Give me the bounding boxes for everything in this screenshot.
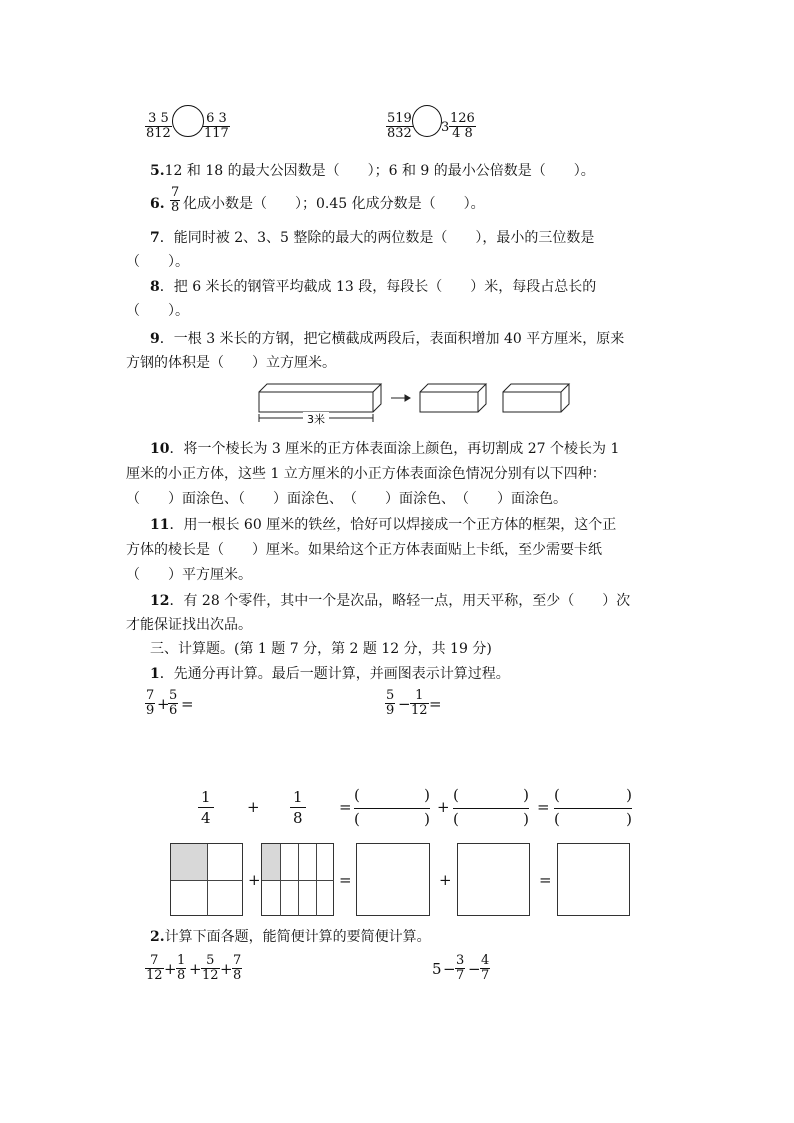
c1-e1-equals: = <box>181 695 194 713</box>
c2-e1-frac2: $\frac{1}{8}$ <box>177 953 186 983</box>
compare-frac-b: $\frac{6 3}{117}$ <box>204 111 229 141</box>
compare-circle-left[interactable] <box>172 105 204 137</box>
q10-line2: 厘米的小正方体，这些 1 立方厘米的小正方体表面涂色情况分别有以下四种： <box>126 466 606 482</box>
arrow-head <box>405 395 410 401</box>
question-11: 11．用一根长 60 厘米的铁丝，恰好可以焊接成一个正方体的框架，这个正 <box>150 517 617 533</box>
q12-line2: 才能保证找出次品。 <box>126 617 252 633</box>
c1-e2-equals: = <box>429 695 442 713</box>
steel-bar-figure <box>255 378 575 430</box>
blank-square-1[interactable] <box>356 843 430 916</box>
question-7: 7．能同时被 2、3、5 整除的最大的两位数是（ ），最小的三位数是 <box>150 230 595 246</box>
mixed-whole: 3 <box>441 120 450 135</box>
blank-square-2[interactable] <box>457 843 530 916</box>
q11-line3: （ ）平方厘米。 <box>126 567 252 583</box>
question-5: 5.12 和 18 的最大公因数是（ ）；6 和 9 的最小公倍数是（ ）。 <box>150 163 595 179</box>
compare-frac-d: $\frac{126}{4 8}$ <box>450 111 475 141</box>
q7-line2: （ ）。 <box>126 254 189 270</box>
section-3-title: 三、计算题。(第 1 题 7 分，第 2 题 12 分，共 19 分) <box>150 641 492 657</box>
diagram-equals-top-1: = <box>339 798 352 816</box>
short-bar-2-front <box>503 392 561 412</box>
c1-e1-plus: + <box>157 695 170 713</box>
c1-e1-frac1: $\frac{7}{9}$ <box>146 688 155 718</box>
calc-1-instruction: 1．先通分再计算。最后一题计算，并画图表示计算过程。 <box>150 666 510 682</box>
c2-e1-frac3: $\frac{5}{12}$ <box>202 953 219 983</box>
eighth-square <box>261 843 334 916</box>
short-bar-1-front <box>420 392 478 412</box>
c1-e2-frac1: $\frac{5}{9}$ <box>386 688 395 718</box>
blank-fraction-1[interactable]: ( ) ( ) <box>354 786 430 828</box>
blank-fraction-3[interactable]: ( ) ( ) <box>554 786 632 828</box>
question-9: 9．一根 3 米长的方钢，把它横截成两段后，表面积增加 40 平方厘米，原来 <box>150 331 625 347</box>
blank-square-3[interactable] <box>557 843 630 916</box>
q9-line2: 方钢的体积是（ ）立方厘米。 <box>126 355 336 371</box>
c2-e2-minus-1: − <box>443 960 456 978</box>
c2-e1-frac4: $\frac{7}{8}$ <box>233 953 242 983</box>
diagram-frac-1-4: $\frac{1}{4}$ <box>198 787 214 828</box>
diagram-plus-box-1: + <box>248 871 261 889</box>
quarter-shade <box>171 844 207 880</box>
diagram-plus-top: + <box>247 798 260 816</box>
diagram-plus-box-2: + <box>439 871 452 889</box>
c2-e1-plus-2: + <box>189 960 202 978</box>
diagram-plus-top-2: + <box>437 798 450 816</box>
diagram-equals-box-1: = <box>339 871 352 889</box>
c1-e2-minus: − <box>398 695 411 713</box>
compare-frac-a: $\frac{3 5}{812}$ <box>146 111 171 141</box>
c2-e2-frac1: $\frac{3}{7}$ <box>456 953 465 983</box>
c2-e2-whole: 5 <box>432 960 442 978</box>
q10-line3: （ ）面涂色、（ ）面涂色、 （ ）面涂色、 （ ）面涂色。 <box>126 491 567 507</box>
question-6: 6. <box>150 196 165 212</box>
question-10: 10．将一个棱长为 3 厘米的正方体表面涂上颜色，再切割成 27 个棱长为 1 <box>150 441 620 457</box>
diagram-equals-top-2: = <box>537 798 550 816</box>
compare-frac-c: $\frac{519}{832}$ <box>387 111 412 141</box>
diagram-equals-box-2: = <box>539 871 552 889</box>
c2-e2-frac2: $\frac{4}{7}$ <box>481 953 490 983</box>
long-bar-front <box>259 392 373 412</box>
blank-fraction-2[interactable]: ( ) ( ) <box>453 786 529 828</box>
c1-e1-frac2: $\frac{5}{6}$ <box>169 688 178 718</box>
q8-line2: （ ）。 <box>126 303 189 319</box>
question-12: 12．有 28 个零件，其中一个是次品，略轻一点，用天平称，至少（ ）次 <box>150 593 631 609</box>
q6-fraction: $\frac{7}{8}$ <box>171 185 180 215</box>
c2-e1-frac1: $\frac{7}{12}$ <box>146 953 163 983</box>
quarter-square <box>170 843 243 916</box>
c1-e2-frac2: $\frac{1}{12}$ <box>411 688 428 718</box>
c2-e1-plus-1: + <box>164 960 177 978</box>
q11-line2: 方体的棱长是（ ）厘米。如果给这个正方体表面贴上卡纸，至少需要卡纸 <box>126 542 602 558</box>
dimension-label: 3米 <box>307 413 325 426</box>
eighth-shade <box>262 844 280 880</box>
diagram-frac-1-8: $\frac{1}{8}$ <box>290 787 306 828</box>
q6-text: 化成小数是（ ）；0.45 化成分数是（ ）。 <box>183 196 485 212</box>
c2-e1-plus-3: + <box>220 960 233 978</box>
long-bar-top <box>259 384 381 392</box>
compare-circle-right[interactable] <box>412 105 442 137</box>
question-8: 8．把 6 米长的钢管平均截成 13 段，每段长（ ）米，每段占总长的 <box>150 279 597 295</box>
calc-2-instruction: 2.计算下面各题，能简便计算的要简便计算。 <box>150 929 431 945</box>
c2-e2-minus-2: − <box>468 960 481 978</box>
